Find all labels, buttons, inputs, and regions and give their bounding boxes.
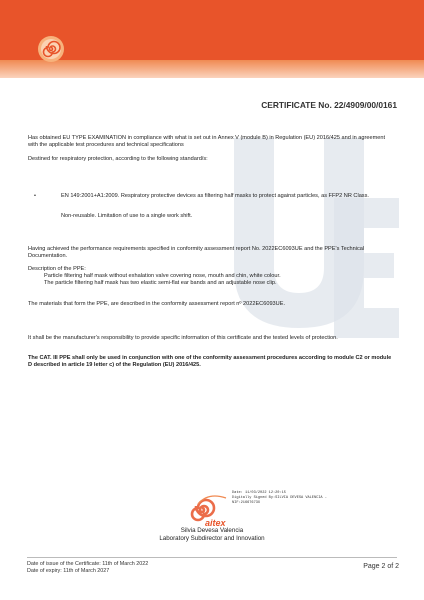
aitex-signature-logo-icon <box>172 488 232 528</box>
footer-dates <box>27 561 148 574</box>
page-number: Page 2 of 2 <box>363 563 399 570</box>
signature-nif: NIF:21667673X <box>232 500 261 505</box>
signer-name: Silvia Devesa Valencia <box>180 527 244 534</box>
destined-paragraph: Destined for respiratory protection, according to the following standard/s: <box>28 156 208 162</box>
issue-date: Date of issue of the Certificate: 11th of March 2022 <box>27 561 149 567</box>
bullet-dot: • <box>34 193 36 199</box>
aitex-spiral-logo-icon <box>38 36 64 62</box>
description-title: Description of the PPE: <box>28 266 86 272</box>
description-line-2: The particle filtering half mask has two elastic semi-flat ear bands and an adjustable nose clip. <box>44 280 277 286</box>
performance-paragraph: Having achieved the performance requirements specified in conformity assessment report No. 2022EC6093UE and the PPE's Technical Documentation. <box>28 246 365 260</box>
description-line-1: Particle filtering half mask without exhalation valve covering nose, mouth and chin, white colour. <box>44 273 281 279</box>
digital-signature <box>160 488 380 528</box>
cat-iii-paragraph: The CAT. III PPE shall only be used in conjunction with one of the conformity assessment procedures according to module C2 or module D described in article 19 letter c) of the Regulation (EU) 2016/425. <box>28 355 392 369</box>
signature-signed-by: Digitally Signed By:SILVIA DEVESA VALENCIA - <box>232 495 327 500</box>
intro-paragraph: Has obtained EU TYPE EXAMINATION in compliance with what is set out in Annex V (module B) in Regulation (EU) 2016/425 and in agreement with the applicable test procedures and technical specifications <box>28 135 386 149</box>
signature-brand-text: aitex <box>205 518 226 528</box>
digital-signature-text <box>232 491 327 505</box>
certificate-number: CERTIFICATE No. 22/4909/00/0161 <box>261 100 397 110</box>
responsibility-paragraph: It shall be the manufacturer's responsibility to provide specific information of this certificate and the tested levels of protection. <box>28 335 338 341</box>
signer-role: Laboratory Subdirector and Innovation <box>159 535 265 542</box>
materials-paragraph: The materials that form the PPE, are described in the conformity assessment report nº 2022EC6093UE. <box>28 301 285 307</box>
footer-divider <box>27 557 397 558</box>
non-reusable-paragraph: Non-reusable. Limitation of use to a single work shift. <box>61 213 193 219</box>
standard-paragraph: EN 149:2001+A1:2009. Respiratory protective devices as filtering half masks to protect against particles, as FFP2 NR Class. <box>61 193 369 199</box>
signature-date: Date: 11/03/2022 12:20:15 <box>232 491 286 495</box>
expiry-date: Date of expiry: 11th of March 2027 <box>27 567 110 574</box>
header-gradient-band <box>0 60 424 78</box>
